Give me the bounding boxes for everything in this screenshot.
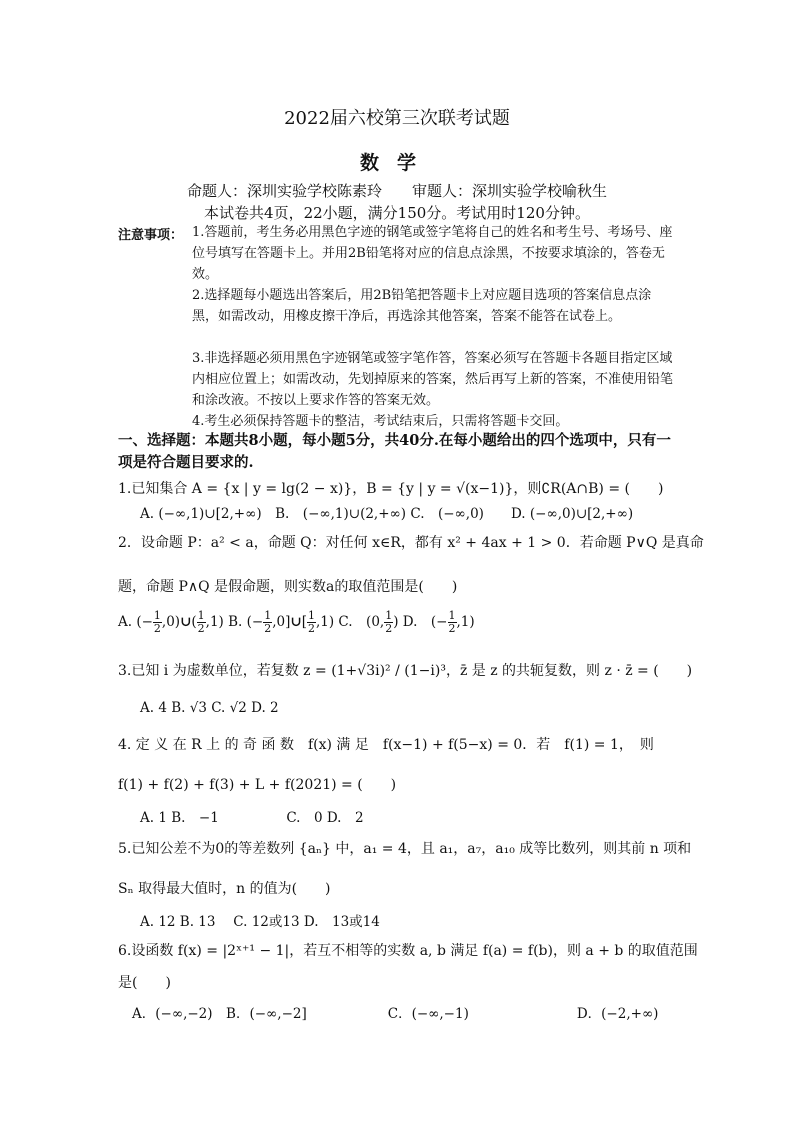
subject-title: 数学	[359, 152, 434, 174]
question-2-stem-line1: 2．设命题 P：a² < a，命题 Q：对任何 x∈R，都有 x² + 4ax + 1 > 0．若命题 P∨Q 是真命	[118, 535, 704, 551]
fraction-half: $\frac{1}{2}$	[307, 609, 315, 635]
fraction-half: $\frac{1}{2}$	[264, 609, 272, 635]
q2-option-a-prefix: A. (−	[118, 614, 153, 630]
question-2-options: A. (− $\frac{1}{2}$ ,0)∪( $\frac{1}{2}$ ,1) B. (− $\frac{1}{2}$ ,0]∪[ $\frac{1}{2}$ ,1) C. (0, $\frac{1}{2}$ ) D. (− $\frac{1}{2}$ ,1)	[118, 609, 475, 635]
question-6-stem-line1: 6.设函数 f(x) = |2ˣ⁺¹ − 1|，若互不相等的实数 a, b 满足 f(a) = f(b)，则 a + b 的取值范围	[118, 943, 698, 959]
fraction-half: $\frac{1}{2}$	[153, 609, 161, 635]
question-4-stem-line1: 4. 定 义 在 R 上 的 奇 函 数 f(x) 满 足 f(x−1) + f(5−x) = 0．若 f(1) = 1， 则	[118, 737, 654, 753]
note-item-3: 3.非选择题必须用黑色字迹钢笔或签字笔作答，答案必须写在答题卡各题目指定区域内相应位置上；如需改动，先划掉原来的答案，然后再写上新的答案，不准使用铅笔和涂改液。不按以上要求作答的答案无效。	[192, 351, 674, 408]
exam-info: 本试卷共4页，22小题，满分150分。考试用时120分钟。	[204, 204, 590, 222]
question-4-stem-line2: f(1) + f(2) + f(3) + L + f(2021) = ( )	[118, 777, 397, 793]
note-item-1: 1.答题前，考生务必用黑色字迹的钢笔或签字笔将自己的姓名和考生号、考场号、座位号填写在答题卡上。并用2B铅笔将对应的信息点涂黑，不按要求填涂的，答卷无效。	[192, 225, 673, 282]
question-6-options: A．(−∞,−2) B．(−∞,−2] C．(−∞,−1) D．(−2,+∞)	[132, 1006, 659, 1022]
question-1-stem: 1.已知集合 A = {x | y = lg(2 − x)}，B = {y | y = √(x−1)}，则∁R(A∩B) = ( )	[118, 481, 664, 497]
fraction-half: $\frac{1}{2}$	[385, 609, 393, 635]
exam-title: 2022届六校第三次联考试题	[284, 108, 510, 129]
note-item-2: 2.选择题每小题选出答案后，用2B铅笔把答题卡上对应题目选项的答案信息点涂黑，如需改动，用橡皮擦干净后，再选涂其他答案，答案不能答在试卷上。	[192, 288, 652, 324]
question-3-options: A. 4 B. √3 C. √2 D. 2	[140, 700, 279, 716]
question-5-stem-line2: Sₙ 取得最大值时，n 的值为( )	[118, 881, 331, 897]
question-3-stem: 3.已知 i 为虚数单位，若复数 z = (1+√3i)² / (1−i)³，z̄ 是 z 的共轭复数，则 z · z̄ = ( )	[118, 663, 693, 679]
fraction-half: $\frac{1}{2}$	[448, 609, 456, 635]
q2-option-c-prefix: C. (0,	[338, 614, 385, 630]
question-1-options: A. (−∞,1)∪[2,+∞) B. (−∞,1)∪(2,+∞) C. (−∞,0) D. (−∞,0)∪[2,+∞)	[140, 506, 634, 522]
q2-option-d-prefix: D. (−	[402, 614, 448, 630]
section-heading: 一、选择题：本题共8小题，每小题5分，共40分.在每小题给出的四个选项中，只有一项是符合题目要求的.	[118, 432, 671, 471]
note-item-4: 4.考生必须保持答题卡的整洁，考试结束后，只需将答题卡交回。	[192, 414, 569, 429]
question-6-stem-line2: 是( )	[118, 975, 171, 991]
question-2-stem-line2: 题，命题 P∧Q 是假命题，则实数a的取值范围是( )	[118, 579, 458, 595]
q2-option-b-prefix: B. (−	[228, 614, 264, 630]
question-5-options: A. 12 B. 13 C. 12或13 D. 13或14	[140, 914, 380, 930]
authors-line: 命题人：深圳实验学校陈素玲 审题人：深圳实验学校喻秋生	[186, 182, 607, 200]
notes-label: 注意事项：	[118, 228, 184, 243]
question-4-options: A. 1 B. −1 C. 0 D. 2	[140, 810, 364, 826]
question-5-stem-line1: 5.已知公差不为0的等差数列 {aₙ} 中，a₁ = 4，且 a₁，a₇，a₁₀ 成等比数列，则其前 n 项和	[118, 841, 692, 857]
fraction-half: $\frac{1}{2}$	[197, 609, 205, 635]
